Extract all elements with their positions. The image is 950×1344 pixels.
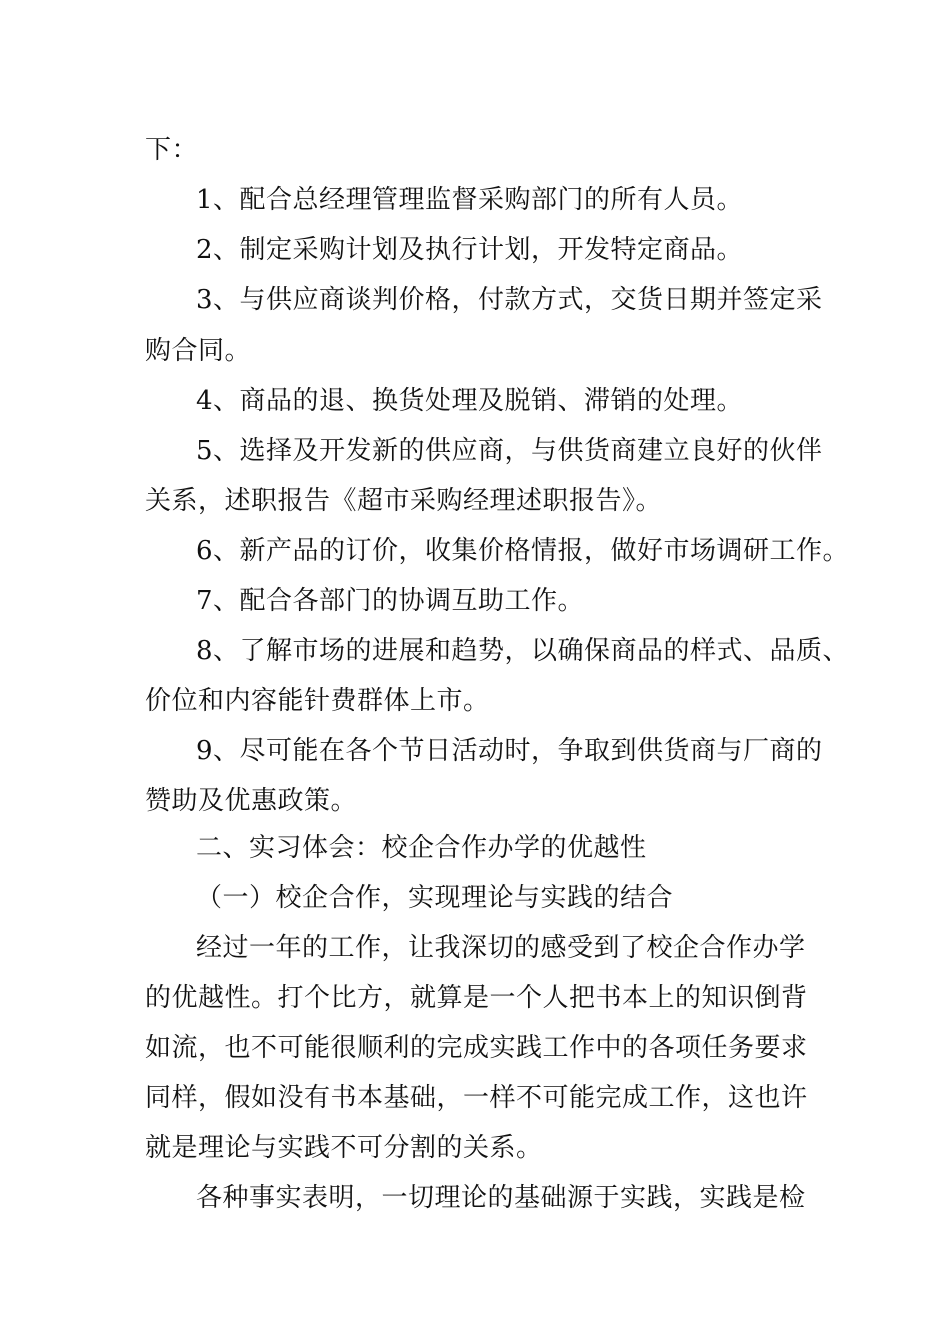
paragraph-1-line-3: 如流，也不可能很顺利的完成实践工作中的各项任务要求	[145, 1033, 808, 1063]
duty-item-8-cont: 价位和内容能针费群体上市。	[145, 686, 490, 716]
duty-item-4: 4、商品的退、换货处理及脱销、滞销的处理。	[196, 386, 744, 416]
duty-item-2: 2、制定采购计划及执行计划，开发特定商品。	[196, 235, 744, 265]
duty-item-8: 8、了解市场的进展和趋势，以确保商品的样式、品质、	[196, 636, 850, 666]
paragraph-1-line-4: 同样，假如没有书本基础，一样不可能完成工作，这也许	[145, 1083, 808, 1113]
paragraph-1-line-2: 的优越性。打个比方，就算是一个人把书本上的知识倒背	[145, 983, 808, 1013]
duty-item-7: 7、配合各部门的协调互助工作。	[196, 586, 585, 616]
paragraph-1-line-5: 就是理论与实践不可分割的关系。	[145, 1133, 543, 1163]
text-line-continuation: 下：	[145, 135, 199, 165]
paragraph-1-line-1: 经过一年的工作，让我深切的感受到了校企合作办学	[196, 933, 806, 963]
duty-item-9: 9、尽可能在各个节日活动时，争取到供货商与厂商的	[196, 736, 823, 766]
duty-item-5-cont: 关系，述职报告《超市采购经理述职报告》。	[145, 486, 663, 516]
duty-item-9-cont: 赞助及优惠政策。	[145, 786, 358, 816]
section-heading: 二、实习体会：校企合作办学的优越性	[196, 833, 647, 863]
subsection-heading: （一）校企合作，实现理论与实践的结合	[196, 883, 674, 913]
duty-item-3: 3、与供应商谈判价格，付款方式，交货日期并签定采	[196, 285, 823, 315]
duty-item-5: 5、选择及开发新的供应商，与供货商建立良好的伙伴	[196, 436, 823, 466]
paragraph-2-line-1: 各种事实表明，一切理论的基础源于实践，实践是检	[196, 1183, 806, 1213]
duty-item-6: 6、新产品的订价，收集价格情报，做好市场调研工作。	[196, 536, 850, 566]
duty-item-1: 1、配合总经理管理监督采购部门的所有人员。	[196, 185, 744, 215]
duty-item-3-cont: 购合同。	[145, 336, 252, 366]
